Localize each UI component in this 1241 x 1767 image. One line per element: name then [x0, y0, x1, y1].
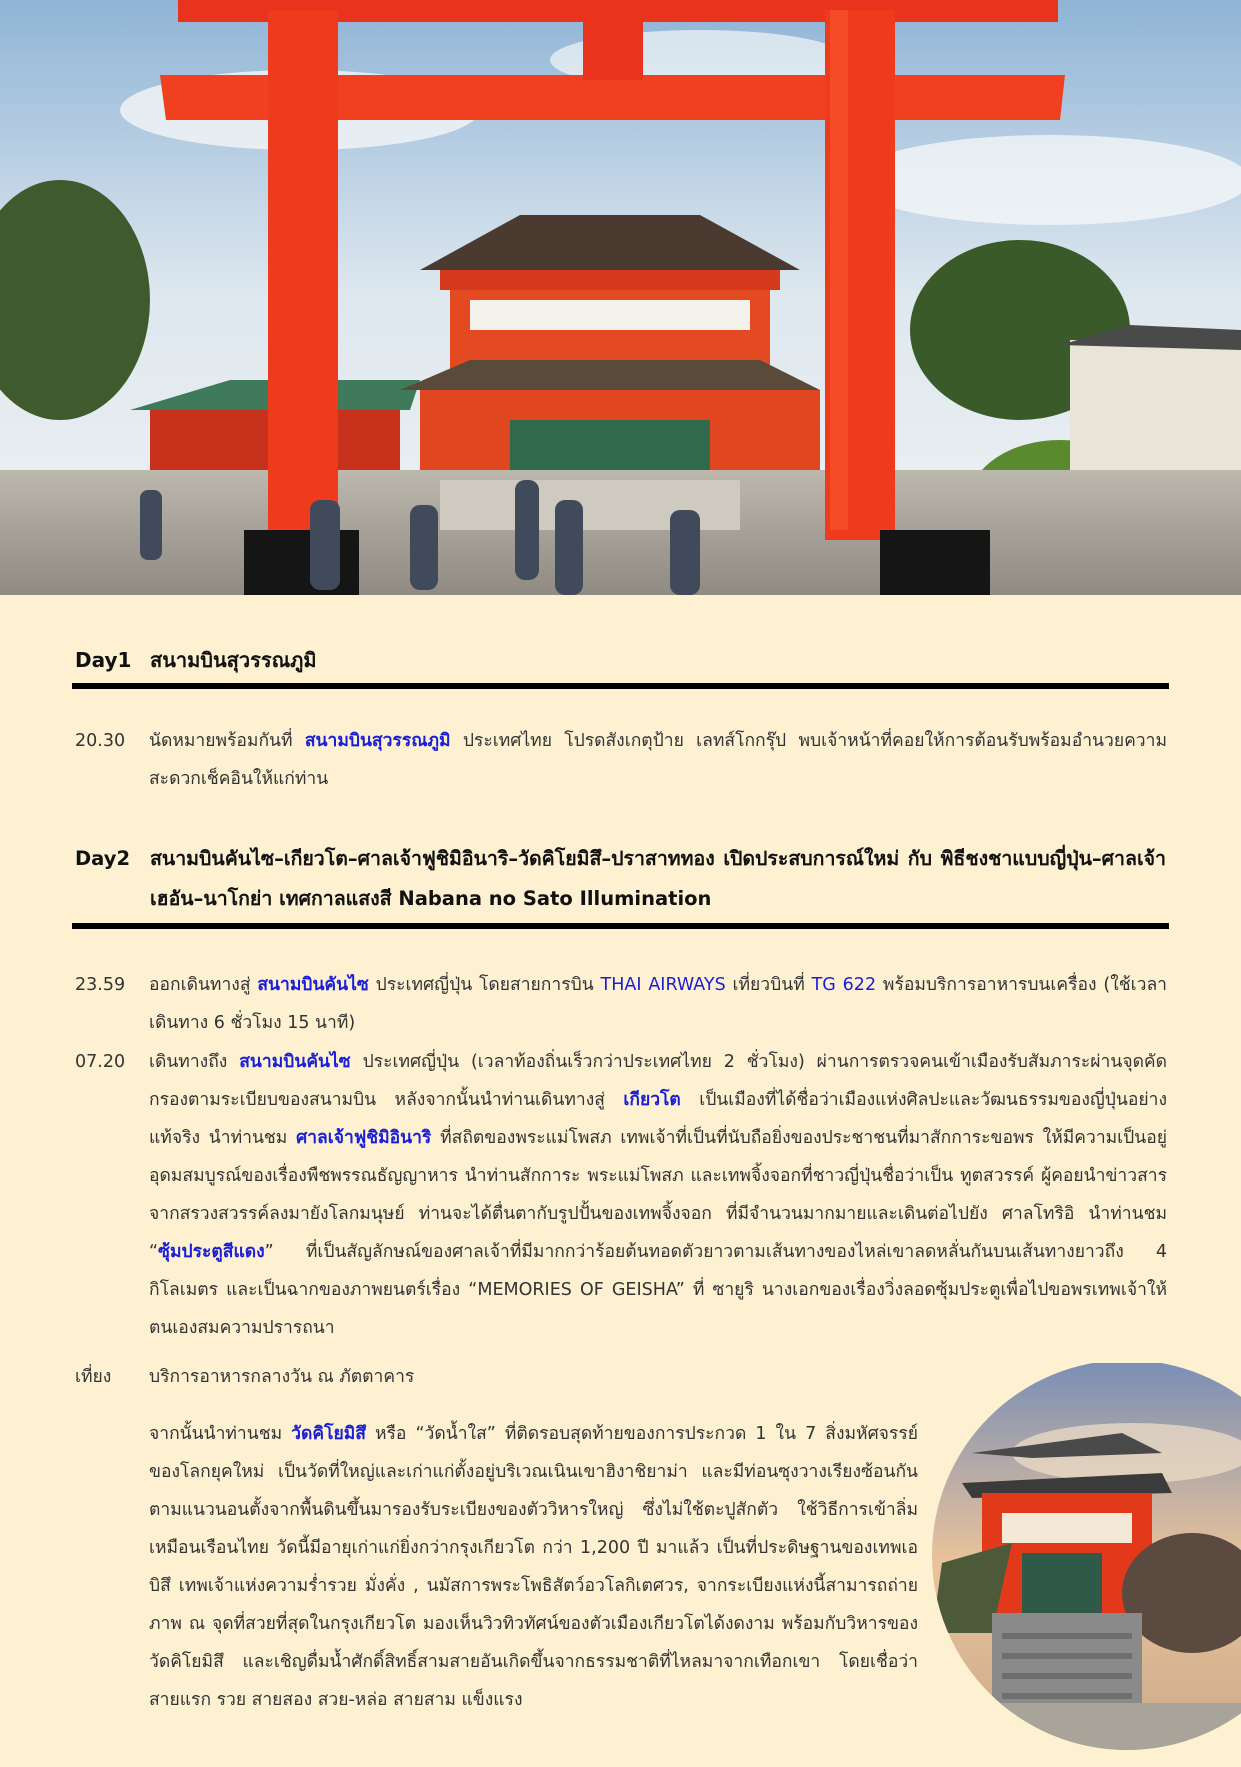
highlighted-place: วัดคิโยมิสึ — [291, 1424, 366, 1444]
day2-header — [75, 839, 1166, 919]
text-run: บริการอาหารกลางวัน ณ ภัตตาคาร — [149, 1367, 415, 1387]
day2-divider — [72, 923, 1169, 929]
text-run: หรือ “วัดน้ำใส” ที่ติดรอบสุดท้ายของการประกวด 1 ใน 7 สิ่งมหัศจรรย์ของโลกยุคใหม่ เป็นวัดที่ใหญ่และเก่าแก่ตั้งอยู่บริเวณเนินเขาฮิงาชิยาม่า และมีท่อนซุงวางเรียงซ้อนกันตามแนวนอนตั้งจากพื้นดินขึ้นมารองรับระเบียงของตัววิหารใหญ่ ซึ่งไม่ใช้ตะปูสักตัว ใช้วิธีการเข้าลิ่มเหมือนเรือนไทย วัดนี้มีอายุเก่าแก่ยิ่งกว่ากรุงเกียวโต กว่า 1,200 ปี มาแล้ว เป็นที่ประดิษฐานของเทพเอบิสึ เทพเจ้าแห่งความร่ำรวย มั่งคั่ง , นมัสการพระโพธิสัตว์อวโลกิเตศวร, จากระเบียงแห่งนี้สามารถถ่ายภาพ ณ จุดที่สวยที่สุดในกรุงเกียวโต มองเห็นวิวทิวทัศน์ของตัวเมืองเกียวโตได้งดงาม พร้อมกับวิหารของวัดคิโยมิสึ และเชิญดื่มน้ำศักดิ์สิทธิ์สามสายอันเกิดขึ้นจากธรรมชาติที่ไหลมาจากเทือกเขา โดยเชื่อว่า สายแรก รวย สายสอง สวย-หล่อ สายสาม แข็งแรง — [149, 1424, 918, 1710]
itinerary-entry — [75, 1043, 1167, 1347]
entry-text — [149, 1415, 918, 1719]
entry-text — [149, 722, 1167, 798]
day2-title: สนามบินคันไซ–เกียวโต–ศาลเจ้าฟูชิมิอินาริ–วัดคิโยมิสึ–ปราสาททอง เปิดประสบการณ์ใหม่ กับ พิธีชงชาแบบญี่ปุ่น–ศาลเจ้าเฮอัน–นาโกย่า เทศกาลแสงสี Nabana no Sato Illumination — [150, 847, 1166, 910]
itinerary-entry — [75, 966, 1167, 1042]
text-run: ” ที่เป็นสัญลักษณ์ของศาลเจ้าที่มีมากกว่าร้อยต้นทอดตัวยาวตามเส้นทางของไหล่เขาลดหลั่นกันบนเส้นทางยาวถึง 4 กิโลเมตร และเป็นฉากของภาพยนตร์เรื่อง “MEMORIES OF GEISHA” ที่ ซายูริ นางเอกของเรื่องวิ่งลอดซุ้มประตูเพื่อไปขอพรเทพเจ้าให้ตนเองสมความปรารถนา — [149, 1242, 1167, 1338]
itinerary-entry — [75, 1415, 918, 1719]
text-run: จากนั้นนำท่านชม — [149, 1424, 292, 1444]
hero-photo — [0, 0, 1241, 595]
highlighted-place: สนามบินคันไซ — [257, 975, 369, 995]
text-run: ที่สถิตของพระแม่โพสภ เทพเจ้าที่เป็นที่นับถือยิ่งของประชาชนที่มาสักการะขอพร ให้มีความเป็นอยู่อุดมสมบูรณ์ของเรื่องพืชพรรณธัญญาหาร นำท่านสักการะ พระแม่โพสภ และเทพจิ้งจอกที่ชาวญี่ปุ่นชื่อว่าเป็น ทูตสวรรค์ ผู้คอยนำข่าวสารจากสรวงสวรรค์ลงมายังโลกมนุษย์ ท่านจะได้ตื่นตากับรูปปั้นของเทพจิ้งจอก ที่มีจำนวนมากมายและเดินต่อไปยัง ศาลโทริอิ นำท่านชม “ — [149, 1128, 1167, 1262]
highlighted-place: THAI AIRWAYS — [600, 975, 726, 995]
day2-label: Day2 — [75, 847, 131, 870]
torii-gate-photo — [0, 0, 1241, 595]
itinerary-entry — [75, 722, 1167, 798]
day1-label: Day1 — [75, 648, 132, 672]
text-run: นัดหมายพร้อมกันที่ — [149, 731, 305, 751]
entry-time: 23.59 — [75, 975, 126, 995]
highlighted-place: ศาลเจ้าฟูชิมิอินาริ — [296, 1128, 432, 1148]
entry-time: เที่ยง — [75, 1367, 112, 1387]
kiyomizu-photo — [932, 1363, 1241, 1763]
kiyomizu-dera-image — [932, 1363, 1241, 1763]
text-run: ประเทศไทย โปรดสังเกตุป้าย เลทส์โกกรุ๊ป พบเจ้าหน้าที่คอยให้การต้อนรับพร้อมอำนวยความสะดวกเช็คอินให้แก่ท่าน — [149, 731, 1167, 789]
text-run: เที่ยวบินที่ — [725, 975, 812, 995]
text-run: ออกเดินทางสู่ — [149, 975, 258, 995]
entry-time: 20.30 — [75, 731, 126, 751]
day1-divider — [72, 683, 1169, 689]
text-run: เดินทางถึง — [149, 1052, 240, 1072]
highlighted-place: สนามบินสุวรรณภูมิ — [304, 731, 451, 751]
text-run: ประเทศญี่ปุ่น (เวลาท้องถิ่นเร็วกว่าประเทศไทย 2 ชั่วโมง) ผ่านการตรวจคนเข้าเมืองรับสัมภาระผ่านจุดคัดกรองตามระเบียบของสนามบิน หลังจากนั้นนำท่านเดินทางสู่ — [149, 1052, 1168, 1110]
highlighted-place: สนามบินคันไซ — [239, 1052, 351, 1072]
text-run: พร้อมบริการอาหารบนเครื่อง (ใช้เวลาเดินทาง 6 ชั่วโมง 15 นาที) — [149, 975, 1167, 1033]
text-run: เป็นเมืองที่ได้ชื่อว่าเมืองแห่งศิลปะและวัฒนธรรมของญี่ปุ่นอย่างแท้จริง นำท่านชม — [149, 1090, 1168, 1148]
highlighted-place: TG 622 — [811, 975, 877, 995]
highlighted-place: เกียวโต — [623, 1090, 681, 1110]
entry-time: 07.20 — [75, 1052, 126, 1072]
highlighted-place: ซุ้มประตูสีแดง — [158, 1242, 265, 1262]
entry-text — [149, 1043, 1167, 1347]
entry-text — [149, 966, 1167, 1042]
day1-header — [75, 640, 1166, 680]
day1-title: สนามบินสุวรรณภูมิ — [150, 648, 317, 672]
text-run: ประเทศญี่ปุ่น โดยสายการบิน — [368, 975, 601, 995]
